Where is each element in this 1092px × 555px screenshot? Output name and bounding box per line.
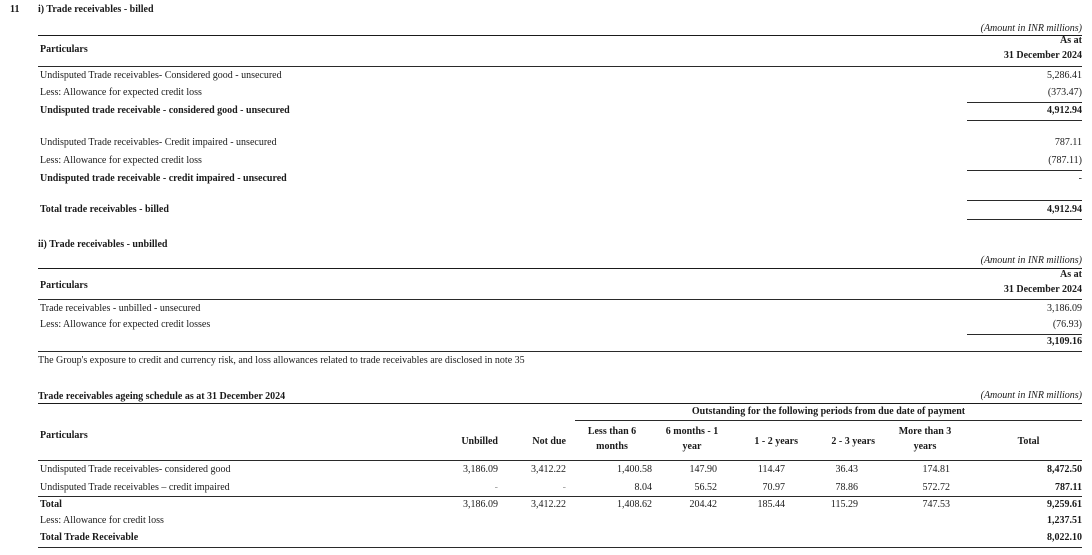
table-row-label: Undisputed Trade receivables – credit impaired [40, 482, 230, 493]
col-6m-1y-header: 6 months - 1 [665, 426, 719, 437]
cell-6m-1y: 56.52 [694, 482, 717, 493]
allowance-label: Less: Allowance for credit loss [40, 515, 164, 526]
ageing-header-rule [38, 403, 1082, 404]
billed-total-rule [967, 200, 1082, 201]
col-6m-1y-header-2: year [682, 441, 702, 452]
billed-row-label: Undisputed Trade receivables- Considered good - unsecured [40, 70, 282, 81]
unbilled-row-label: Trade receivables - unbilled - unsecured [40, 303, 201, 314]
unbilled-row-value: (76.93) [1052, 319, 1082, 330]
cell-not-due: 3,412.22 [531, 499, 566, 510]
col-2-3-years-header: 2 - 3 years [831, 436, 875, 447]
ageing-header-bottom-rule [38, 460, 1082, 461]
unbilled-bottom-rule [38, 351, 1082, 352]
unbilled-header-rule [38, 268, 1082, 269]
cell-not-due: - [562, 482, 566, 493]
allowance-value: 1,237.51 [1047, 515, 1082, 526]
billed-total-value: 4,912.94 [1047, 204, 1082, 215]
cell-unbilled: 3,186.09 [463, 499, 498, 510]
col-less-than-6-header: Less than 6 [587, 426, 637, 437]
ageing-outstanding-rule [575, 420, 1082, 421]
ageing-bottom-rule [38, 547, 1082, 548]
unbilled-as-at: As at [1060, 269, 1082, 280]
cell-less-than-6: 1,408.62 [617, 499, 652, 510]
billed-row-value: (787.11) [1048, 155, 1082, 166]
ageing-amount-note: (Amount in INR millions) [980, 390, 1082, 401]
billed-row-value: - [1078, 173, 1082, 184]
col-not-due-header: Not due [532, 436, 566, 447]
billed-row-value: 5,286.41 [1047, 70, 1082, 81]
unbilled-title: ii) Trade receivables - unbilled [38, 239, 168, 250]
cell-unbilled: - [494, 482, 498, 493]
billed-row-label: Undisputed trade receivable - credit impaired - unsecured [40, 173, 287, 184]
billed-row-label: Undisputed trade receivable - considered good - unsecured [40, 105, 290, 116]
ageing-title: Trade receivables ageing schedule as at 31 December 2024 [38, 391, 286, 402]
billed-total-rule [967, 219, 1082, 220]
table-row-label: Total [40, 499, 62, 510]
cell-unbilled: 3,186.09 [463, 464, 498, 475]
grand-total-value: 8,022.10 [1047, 532, 1082, 543]
cell-more-than-3: 174.81 [922, 464, 950, 475]
cell-6m-1y: 147.90 [689, 464, 717, 475]
billed-row-value: (373.47) [1047, 87, 1082, 98]
ageing-outstanding-header: Outstanding for the following periods from due date of payment [691, 406, 966, 417]
cell-not-due: 3,412.22 [531, 464, 566, 475]
cell-total: 9,259.61 [1047, 499, 1082, 510]
unbilled-total-rule [967, 334, 1082, 335]
billed-row-value: 787.11 [1054, 137, 1082, 148]
cell-less-than-6: 8.04 [634, 482, 652, 493]
billed-row-value: 4,912.94 [1047, 105, 1082, 116]
billed-as-at: As at [1060, 35, 1082, 46]
cell-1-2-years: 185.44 [757, 499, 785, 510]
cell-1-2-years: 70.97 [762, 482, 785, 493]
ageing-total-rule [38, 496, 1082, 497]
col-total-header: Total [1017, 436, 1040, 447]
billed-title: i) Trade receivables - billed [38, 4, 154, 15]
unbilled-particulars-header: Particulars [40, 280, 88, 291]
billed-amount-note: (Amount in INR millions) [980, 23, 1082, 34]
exposure-note: The Group's exposure to credit and currency risk, and loss allowances related to trade receivables are disclosed in note 35 [38, 355, 525, 366]
billed-row-label: Undisputed Trade receivables- Credit impaired - unsecured [40, 137, 277, 148]
billed-divider [38, 66, 1082, 67]
unbilled-row-label: Less: Allowance for expected credit losses [40, 319, 211, 330]
note-number: 11 [10, 4, 20, 15]
col-more-than-3-header-2: years [913, 441, 937, 452]
cell-more-than-3: 572.72 [922, 482, 950, 493]
billed-subtotal-rule [967, 170, 1082, 171]
unbilled-total-value: 3,109.16 [1047, 336, 1082, 347]
cell-2-3-years: 36.43 [835, 464, 858, 475]
billed-row-label: Less: Allowance for expected credit loss [40, 87, 202, 98]
billed-date: 31 December 2024 [1003, 50, 1082, 61]
unbilled-divider [38, 299, 1082, 300]
cell-total: 8,472.50 [1047, 464, 1082, 475]
cell-total: 787.11 [1055, 482, 1082, 493]
unbilled-row-value: 3,186.09 [1047, 303, 1082, 314]
cell-1-2-years: 114.47 [757, 464, 785, 475]
billed-subtotal-rule [967, 102, 1082, 103]
col-unbilled-header: Unbilled [461, 436, 498, 447]
col-1-2-years-header: 1 - 2 years [754, 436, 798, 447]
col-less-than-6-header-2: months [596, 441, 628, 452]
cell-more-than-3: 747.53 [922, 499, 950, 510]
billed-particulars-header: Particulars [40, 44, 88, 55]
billed-row-label: Less: Allowance for expected credit loss [40, 155, 202, 166]
unbilled-amount-note: (Amount in INR millions) [980, 255, 1082, 266]
grand-total-label: Total Trade Receivable [40, 532, 139, 543]
ageing-particulars-header: Particulars [40, 430, 88, 441]
unbilled-date: 31 December 2024 [1003, 284, 1082, 295]
billed-subtotal-rule [967, 120, 1082, 121]
col-more-than-3-header: More than 3 [898, 426, 952, 437]
cell-2-3-years: 115.29 [830, 499, 858, 510]
cell-less-than-6: 1,400.58 [617, 464, 652, 475]
cell-2-3-years: 78.86 [835, 482, 858, 493]
billed-header-rule [38, 35, 1082, 36]
billed-total-label: Total trade receivables - billed [40, 204, 169, 215]
table-row-label: Undisputed Trade receivables- considered good [40, 464, 231, 475]
cell-6m-1y: 204.42 [689, 499, 717, 510]
